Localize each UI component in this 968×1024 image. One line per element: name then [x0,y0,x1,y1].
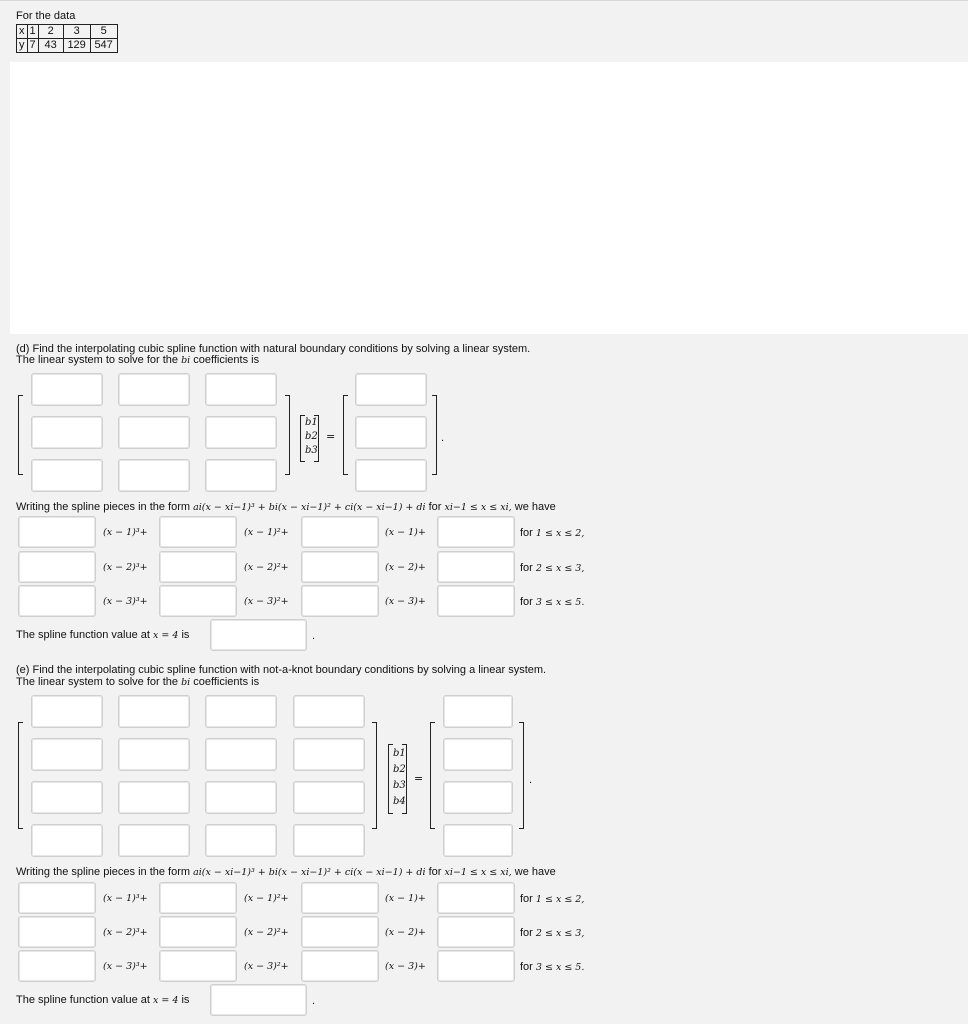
term-square: (x − 1)²+ [244,893,289,904]
coef-b-input[interactable] [159,551,237,583]
coef-a-input[interactable] [18,516,96,548]
coef-c-input[interactable] [301,950,379,982]
coef-d-input[interactable] [437,916,515,948]
matrix-cell-input[interactable] [205,459,277,492]
data-table-row-x [17,25,118,39]
coef-a-input[interactable] [18,551,96,583]
equals-sign: = [414,772,424,785]
range-expr: 1 ≤ x ≤ 2, [535,528,585,539]
coef-b-input[interactable] [159,585,237,617]
matrix-cell-input[interactable] [293,738,365,771]
term-square: (x − 2)²+ [244,562,289,573]
eval-point: x = 4 [152,630,179,641]
intro-text: we have [511,866,556,878]
term-cubic: (x − 3)³+ [103,961,148,972]
intro-text: The linear system to solve for the [16,354,182,366]
intro-text: Writing the spline pieces in the form [16,501,194,513]
matrix-cell-input[interactable] [118,373,190,406]
value-prompt [16,629,189,641]
vector-right-bracket [314,415,319,462]
intro-text: The linear system to solve for the [16,676,182,688]
part-d-heading: (d) Find the interpolating cubic spline function with natural boundary conditions by solving a linear system. [16,343,531,355]
term-square: (x − 3)²+ [244,596,289,607]
data-table-cell: 5 [90,25,117,39]
matrix-cell-input[interactable] [31,373,103,406]
coef-b-input[interactable] [159,882,237,914]
data-table-cell: 1 [27,25,38,39]
term-linear: (x − 1)+ [385,893,426,904]
unknown-b3: b3 [393,780,406,791]
data-table-cell: 129 [63,39,90,53]
unknown-b2: b2 [393,764,406,775]
range-label [520,961,584,973]
var-bi: bi [181,677,191,688]
rhs-right-bracket [519,722,524,829]
prompt-text: is [178,629,190,641]
data-table-row-y [17,39,118,53]
matrix-cell-input[interactable] [205,695,277,728]
coef-c-input[interactable] [301,516,379,548]
data-table-cell: 547 [90,39,117,53]
rhs-cell-input[interactable] [355,416,427,449]
coef-c-input[interactable] [301,916,379,948]
period: . [441,432,445,444]
data-table-label: x [17,25,28,39]
for-text: for [520,562,536,574]
matrix-cell-input[interactable] [293,695,365,728]
term-cubic: (x − 2)³+ [103,562,148,573]
spline-form: ai(x − xi−1)³ + bi(x − xi−1)² + ci(x − xi−1) + di [193,502,426,513]
matrix-cell-input[interactable] [31,781,103,814]
for-text: for [520,527,536,539]
term-linear: (x − 2)+ [385,562,426,573]
term-linear: (x − 3)+ [385,596,426,607]
matrix-cell-input[interactable] [205,824,277,857]
matrix-left-bracket [18,395,23,475]
term-linear: (x − 1)+ [385,527,426,538]
rhs-cell-input[interactable] [355,373,427,406]
term-linear: (x − 2)+ [385,927,426,938]
unknown-b2: b2 [305,431,318,442]
coef-c-input[interactable] [301,551,379,583]
range-expr: xi−1 ≤ x ≤ xi, [444,867,512,878]
matrix-cell-input[interactable] [205,416,277,449]
rhs-left-bracket [430,722,435,829]
equals-sign: = [326,430,336,443]
rhs-cell-input[interactable] [443,781,513,814]
rhs-cell-input[interactable] [355,459,427,492]
matrix-cell-input[interactable] [118,781,190,814]
data-table-label: y [17,39,28,53]
top-divider [0,0,968,1]
coef-c-input[interactable] [301,882,379,914]
intro-text: Writing the spline pieces in the form [16,866,194,878]
range-label [520,893,584,905]
intro-text: we have [511,501,556,513]
term-square: (x − 3)²+ [244,961,289,972]
matrix-cell-input[interactable] [293,824,365,857]
coef-b-input[interactable] [159,516,237,548]
matrix-cell-input[interactable] [205,738,277,771]
part-e-heading: (e) Find the interpolating cubic spline function with not-a-knot boundary conditions by solving a linear system. [16,664,547,676]
prompt-text: is [178,994,190,1006]
matrix-right-bracket [372,722,377,829]
rhs-cell-input[interactable] [443,824,513,857]
range-expr: 3 ≤ x ≤ 5. [535,597,585,608]
term-square: (x − 2)²+ [244,927,289,938]
prompt-text: The spline function value at [16,994,153,1006]
rhs-left-bracket [343,395,348,475]
coef-a-input[interactable] [18,882,96,914]
range-expr: 1 ≤ x ≤ 2, [535,894,585,905]
for-text: for [520,596,536,608]
matrix-cell-input[interactable] [118,738,190,771]
data-table-cell: 7 [27,39,38,53]
for-text: for [520,961,536,973]
matrix-cell-input[interactable] [293,781,365,814]
unknown-b3: b3 [305,445,318,456]
value-prompt [16,994,189,1006]
matrix-cell-input[interactable] [31,459,103,492]
for-text: for [520,927,536,939]
range-expr: xi−1 ≤ x ≤ xi, [444,502,512,513]
rhs-cell-input[interactable] [443,738,513,771]
period: . [312,995,316,1007]
eval-point: x = 4 [152,995,179,1006]
spline-value-input[interactable] [210,619,307,651]
coef-b-input[interactable] [159,950,237,982]
range-label [520,596,584,608]
term-cubic: (x − 2)³+ [103,927,148,938]
matrix-cell-input[interactable] [205,373,277,406]
coef-d-input[interactable] [437,882,515,914]
part-d-system-intro [16,354,259,366]
period: . [312,630,316,642]
matrix-cell-input[interactable] [205,781,277,814]
for-text: for [520,893,536,905]
period: . [529,774,533,786]
blank-work-area [10,62,968,334]
intro-text: for [425,501,445,513]
problem-title: For the data [16,10,76,22]
data-table [16,24,118,53]
range-expr: 2 ≤ x ≤ 3, [535,928,585,939]
matrix-cell-input[interactable] [118,695,190,728]
intro-text: coefficients is [190,354,260,366]
var-bi: bi [181,355,191,366]
unknown-b1: b1 [393,748,406,759]
spline-form: ai(x − xi−1)³ + bi(x − xi−1)² + ci(x − xi−1) + di [193,867,426,878]
intro-text: coefficients is [190,676,260,688]
data-table-cell: 3 [63,25,90,39]
rhs-cell-input[interactable] [443,695,513,728]
coef-d-input[interactable] [437,516,515,548]
term-square: (x − 1)²+ [244,527,289,538]
data-table-cell: 2 [38,25,63,39]
coef-a-input[interactable] [18,916,96,948]
matrix-cell-input[interactable] [31,824,103,857]
data-table-cell: 43 [38,39,63,53]
term-linear: (x − 3)+ [385,961,426,972]
prompt-text: The spline function value at [16,629,153,641]
range-label [520,927,584,939]
pieces-intro [16,866,556,878]
vector-right-bracket [402,744,407,814]
term-cubic: (x − 1)³+ [103,527,148,538]
matrix-cell-input[interactable] [118,459,190,492]
coef-d-input[interactable] [437,950,515,982]
rhs-right-bracket [432,395,437,475]
coef-b-input[interactable] [159,916,237,948]
matrix-cell-input[interactable] [31,695,103,728]
term-cubic: (x − 3)³+ [103,596,148,607]
coef-d-input[interactable] [437,551,515,583]
matrix-left-bracket [18,722,23,829]
part-e-system-intro [16,676,259,688]
coef-a-input[interactable] [18,950,96,982]
coef-a-input[interactable] [18,585,96,617]
matrix-cell-input[interactable] [31,738,103,771]
term-cubic: (x − 1)³+ [103,893,148,904]
intro-text: for [425,866,445,878]
range-expr: 3 ≤ x ≤ 5. [535,962,585,973]
range-expr: 2 ≤ x ≤ 3, [535,563,585,574]
coef-d-input[interactable] [437,585,515,617]
range-label [520,562,584,574]
coef-c-input[interactable] [301,585,379,617]
matrix-cell-input[interactable] [118,824,190,857]
matrix-cell-input[interactable] [118,416,190,449]
matrix-cell-input[interactable] [31,416,103,449]
unknown-b4: b4 [393,796,406,807]
range-label [520,527,584,539]
spline-value-input[interactable] [210,984,307,1016]
pieces-intro [16,501,556,513]
matrix-right-bracket [285,395,290,475]
unknown-b1: b1 [305,417,318,428]
